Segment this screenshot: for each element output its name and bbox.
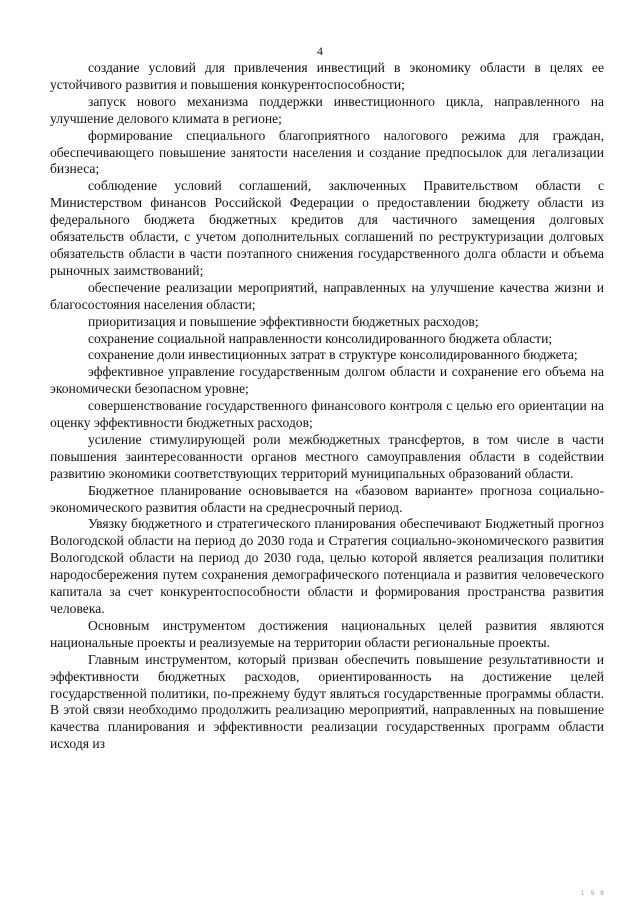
paragraph: сохранение доли инвестиционных затрат в структуре консолидированного бюджета;	[88, 347, 578, 363]
footer-mark: 1 9 8	[580, 890, 606, 897]
paragraph: Основным инструментом достижения национальных целей развития являются национальные проекты и реализуемые на территории области региональные проекты.	[50, 617, 604, 650]
paragraph: Бюджетное планирование основывается на «базовом варианте» прогноза социально-экономического развития области на среднесрочный период.	[50, 482, 604, 515]
page-number: 4	[317, 44, 323, 58]
paragraph: Главным инструментом, который призван обеспечить повышение результативности и эффективности бюджетных расходов, ориентированность на достижение целей государственной политики, по-прежнему будут являться государственные программы области. В этой связи необходимо продолжить реализацию мероприятий, направленных на повышение качества планирования и эффективности реализации государственных программ области исходя из	[50, 651, 604, 752]
paragraph: обеспечение реализации мероприятий, направленных на улучшение качества жизни и благосостояния населения области;	[50, 279, 604, 312]
paragraph: сохранение социальной направленности консолидированного бюджета области;	[88, 330, 553, 346]
paragraph: соблюдение условий соглашений, заключенных Правительством области с Министерством финансов Российской Федерации о предоставлении бюджету области из федерального бюджета бюджетных кредитов для частичного замещения долговых обязательств области, с учетом дополнительных соглашений по реструктуризации долговых обязательств области в части поэтапного снижения государственного долга области и объема рыночных заимствований;	[50, 178, 604, 278]
paragraph: совершенствование государственного финансового контроля с целью его ориентации на оценку эффективности бюджетных расходов;	[50, 398, 604, 431]
paragraph: приоритизация и повышение эффективности бюджетных расходов;	[88, 313, 479, 329]
paragraph: запуск нового механизма поддержки инвестиционного цикла, направленного на улучшение делового климата в регионе;	[50, 93, 604, 126]
document-body	[50, 60, 604, 753]
paragraph: формирование специального благоприятного налогового режима для граждан, обеспечивающего повышение занятости населения и создание предпосылок для легализации бизнеса;	[50, 127, 604, 177]
paragraph: Увязку бюджетного и стратегического планирования обеспечивают Бюджетный прогноз Вологодской области на период до 2030 года и Стратегия социально-экономического развития Вологодской области на период до 2030 года, целью которой является реализация политики народосбережения путем сохранения демографического потенциала и развития человеческого капитала за счет конкурентоспособности области и формирования пространства развития человека.	[50, 516, 604, 616]
paragraph: эффективное управление государственным долгом области и сохранение его объема на экономически безопасном уровне;	[50, 364, 604, 397]
paragraph: создание условий для привлечения инвестиций в экономику области в целях ее устойчивого развития и повышения конкурентоспособности;	[50, 60, 604, 92]
paragraph: усиление стимулирующей роли межбюджетных трансфертов, в том числе в части повышения заинтересованности органов местного самоуправления области в содействии развитию экономики соответствующих территорий муниципальных образований области.	[50, 431, 604, 481]
